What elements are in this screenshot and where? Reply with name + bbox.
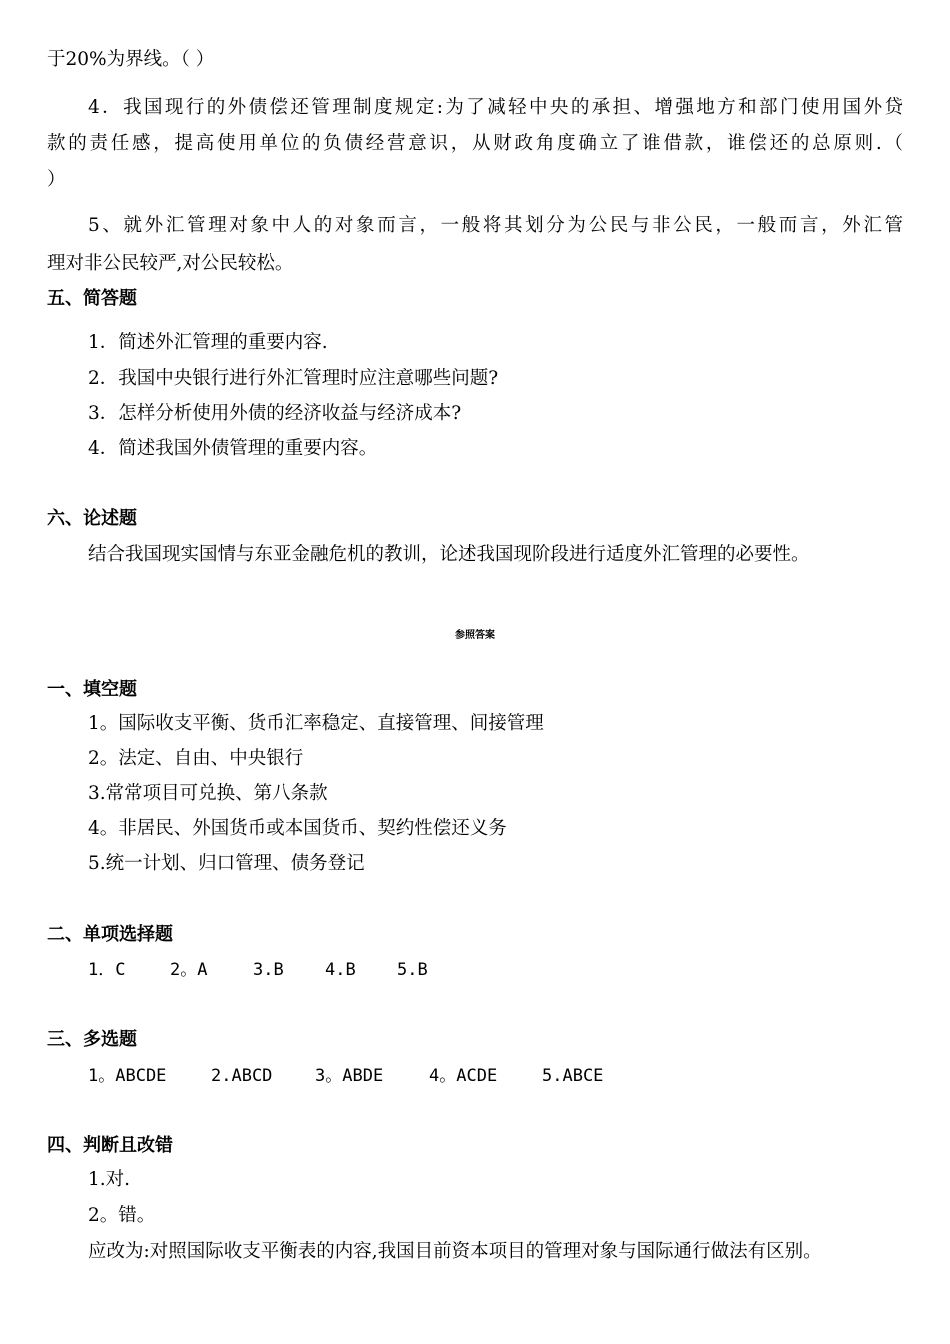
text-line: 于20%为界线。（ ） <box>47 49 215 70</box>
answers-title: 参照答案 <box>455 630 495 641</box>
question-4-line-3: ） <box>47 169 66 190</box>
answers-s2-item-5: 5.B <box>397 960 428 980</box>
answers-s4-item-2: 2。错。 <box>88 1205 156 1226</box>
answers-s2-item-3: 3.B <box>253 960 284 980</box>
answers-s3-item-4: 4。ACDE <box>429 1066 498 1086</box>
answers-section-2-heading: 二、单项选择题 <box>47 924 173 945</box>
section-5-item-4: 4．简述我国外债管理的重要内容。 <box>88 438 378 459</box>
answers-s3-item-2: 2.ABCD <box>211 1066 273 1086</box>
section-5-heading: 五、简答题 <box>47 288 137 309</box>
answers-s3-item-5: 5.ABCE <box>542 1066 604 1086</box>
answers-s2-item-4: 4.B <box>325 960 356 980</box>
section-6-text: 结合我国现实国情与东亚金融危机的教训，论述我国现阶段进行适度外汇管理的必要性。 <box>88 544 810 565</box>
answers-section-3-heading: 三、多选题 <box>47 1029 137 1050</box>
answers-s1-item-4: 4。非居民、外国货币或本国货币、契约性偿还义务 <box>88 818 507 839</box>
answers-s2-item-1: 1．C <box>88 960 126 980</box>
answers-section-1-heading: 一、填空题 <box>47 679 137 700</box>
answers-section-4-heading: 四、判断且改错 <box>47 1135 173 1156</box>
answers-s1-item-1: 1。国际收支平衡、货币汇率稳定、直接管理、间接管理 <box>88 713 544 734</box>
answers-s4-correction: 应改为:对照国际收支平衡表的内容,我国目前资本项目的管理对象与国际通行做法有区别。 <box>88 1241 822 1262</box>
answers-s1-item-2: 2。法定、自由、中央银行 <box>88 748 304 769</box>
answers-s4-item-1: 1.对. <box>88 1169 131 1190</box>
question-5-line-2: 理对非公民较严,对公民较松。 <box>47 253 294 274</box>
question-4-line-2: 款的责任感，提高使用单位的负债经营意识，从财政角度确立了谁借款，谁偿还的总原则.（ <box>47 133 903 154</box>
answers-s1-item-3: 3.常常项目可兑换、第八条款 <box>88 783 328 804</box>
answers-s1-item-5: 5.统一计划、归口管理、债务登记 <box>88 853 365 874</box>
question-5-line-1: 5、就外汇管理对象中人的对象而言，一般将其划分为公民与非公民，一般而言，外汇管 <box>88 215 903 236</box>
answers-s2-item-2: 2。A <box>170 960 208 980</box>
section-5-item-3: 3．怎样分析使用外债的经济收益与经济成本? <box>88 403 462 424</box>
answers-s3-item-1: 1。ABCDE <box>88 1066 167 1086</box>
answers-s3-item-3: 3。ABDE <box>315 1066 384 1086</box>
section-6-heading: 六、论述题 <box>47 508 137 529</box>
section-5-item-2: 2．我国中央银行进行外汇管理时应注意哪些问题? <box>88 368 499 389</box>
question-4-line-1: 4．我国现行的外债偿还管理制度规定:为了减轻中央的承担、增强地方和部门使用国外贷 <box>88 97 903 118</box>
section-5-item-1: 1．简述外汇管理的重要内容. <box>88 332 328 353</box>
